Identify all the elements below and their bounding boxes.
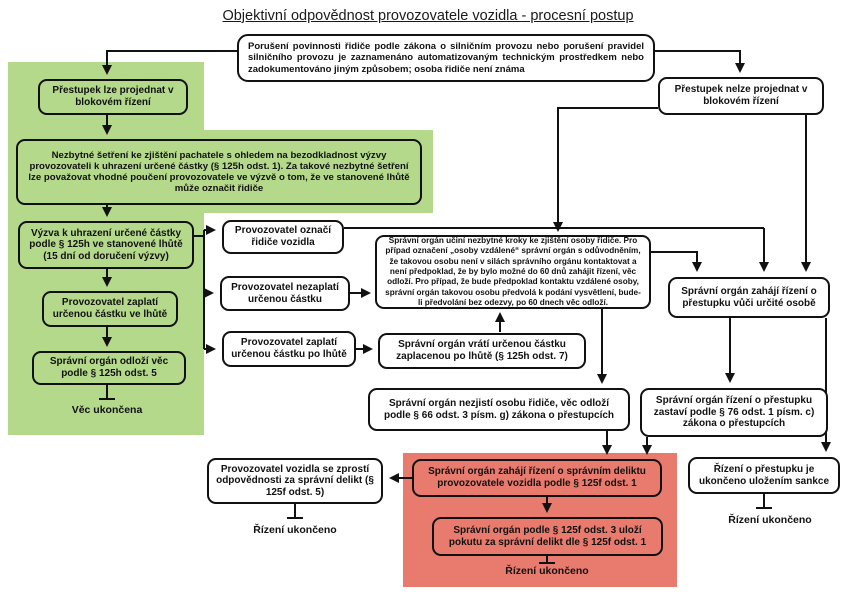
node-nezbytne-setreni: Nezbytné šetření ke zjištění pachatele s ohledem na bezodkladnost výzvy provozovateli k uhrazení určené částky (§ 125h odst. 1). Za takové nezbytné šetření lze považovat vhodné poučení provozovatele ve výzvě o tom, že ve stanovené lhůtě může označit řidiče bbox=[16, 139, 422, 205]
arrow-poruseni-nelze bbox=[655, 51, 740, 71]
node-zaplati-ve-lhute: Provozovatel zaplatí určenou částku ve lhůtě bbox=[42, 291, 178, 327]
node-oznaci-ridice: Provozovatel označí řidiče vozidla bbox=[222, 220, 344, 254]
terminal-rizeni-ukonceno-pokuta: Řízení ukončeno bbox=[505, 565, 589, 577]
terminal-vec-ukoncena: Věc ukončena bbox=[71, 404, 143, 416]
node-poruseni: Porušení povinnosti řidiče podle zákona o silničním provozu nebo porušení pravidel silničního provozu je zaznamenáno automatizovaným technickým prostředkem nebo zadokumentováno jiným způsobem; osoba řidiče není známa bbox=[237, 34, 655, 82]
node-zastavi-rizeni: Správní orgán řízení o přestupku zastaví podle § 76 odst. 1 písm. c) zákona o přestupcích bbox=[640, 388, 828, 437]
node-vyzva: Výzva k uhrazení určené částky podle § 125h ve stanovené lhůtě (15 dní od doručení výzvy) bbox=[18, 221, 194, 269]
arrow-nelze-kroky bbox=[558, 108, 658, 230]
node-zahaji-spravni-delikt: Správní orgán zahájí řízení o správním deliktu provozovatele vozidla podle § 125f odst. 1 bbox=[412, 459, 662, 497]
terminal-rizeni-ukonceno-sankce: Řízení ukončeno bbox=[728, 514, 812, 526]
node-zprosti-odpovednosti: Provozovatel vozidla se zprostí odpovědnosti za správní delikt (§ 125f odst. 5) bbox=[207, 458, 383, 504]
arrow-kroky-zahaji bbox=[651, 252, 697, 270]
node-vrati-castku: Správní orgán vrátí určenou částku zaplacenou po lhůtě (§ 125h odst. 7) bbox=[378, 333, 586, 369]
node-nezjisti-osobu: Správní orgán nezjistí osobu řidiče, věc odloží podle § 66 odst. 3 písm. g) zákona o přestupcích bbox=[368, 388, 630, 431]
node-nezbytne-kroky: Správní orgán učiní nezbytné kroky ke zjištění osoby řidiče. Pro případ označení „osoby vzdálené“ správní orgán s odůvodněním, že takovou osobu není v silách správního orgánu kontaktovat a není předpoklad, že by bylo možné do 60 dnů zahájit řízení, věc odloží. Pro případ, že bude předpoklad kontaktu vzdálené osoby, správní orgán takovou osobu předvolá k podání vysvětlení, bude-li předvolání bez odezvy, po 60 dnech věc odloží. bbox=[375, 235, 651, 309]
node-ukonceno-sankci: Řízení o přestupku je ukončeno uložením sankce bbox=[688, 457, 840, 494]
node-zaplati-po-lhute: Provozovatel zaplatí určenou částku po lhůtě bbox=[222, 331, 356, 367]
node-nezaplati: Provozovatel nezaplatí určenou částku bbox=[220, 276, 350, 311]
terminator-zprosti bbox=[287, 504, 303, 518]
terminal-rizeni-ukonceno-zprosti: Řízení ukončeno bbox=[253, 524, 337, 536]
page-title: Objektivní odpovědnost provozovatele vozidla - procesní postup bbox=[222, 8, 634, 24]
node-ulozi-pokutu: Správní orgán podle § 125f odst. 3 uloží pokutu za správní delikt dle § 125f odst. 1 bbox=[432, 517, 663, 556]
node-odlozi-vec: Správní orgán odloží věc podle § 125h odst. 5 bbox=[32, 351, 186, 385]
terminator-sankce bbox=[756, 494, 772, 508]
node-prestupek-lze: Přestupek lze projednat v blokovém řízení bbox=[38, 79, 188, 115]
node-prestupek-nelze: Přestupek nelze projednat v blokovém řízení bbox=[658, 77, 824, 115]
node-zahaji-rizeni-prestupek: Správní orgán zahájí řízení o přestupku vůči určité osobě bbox=[668, 277, 830, 318]
